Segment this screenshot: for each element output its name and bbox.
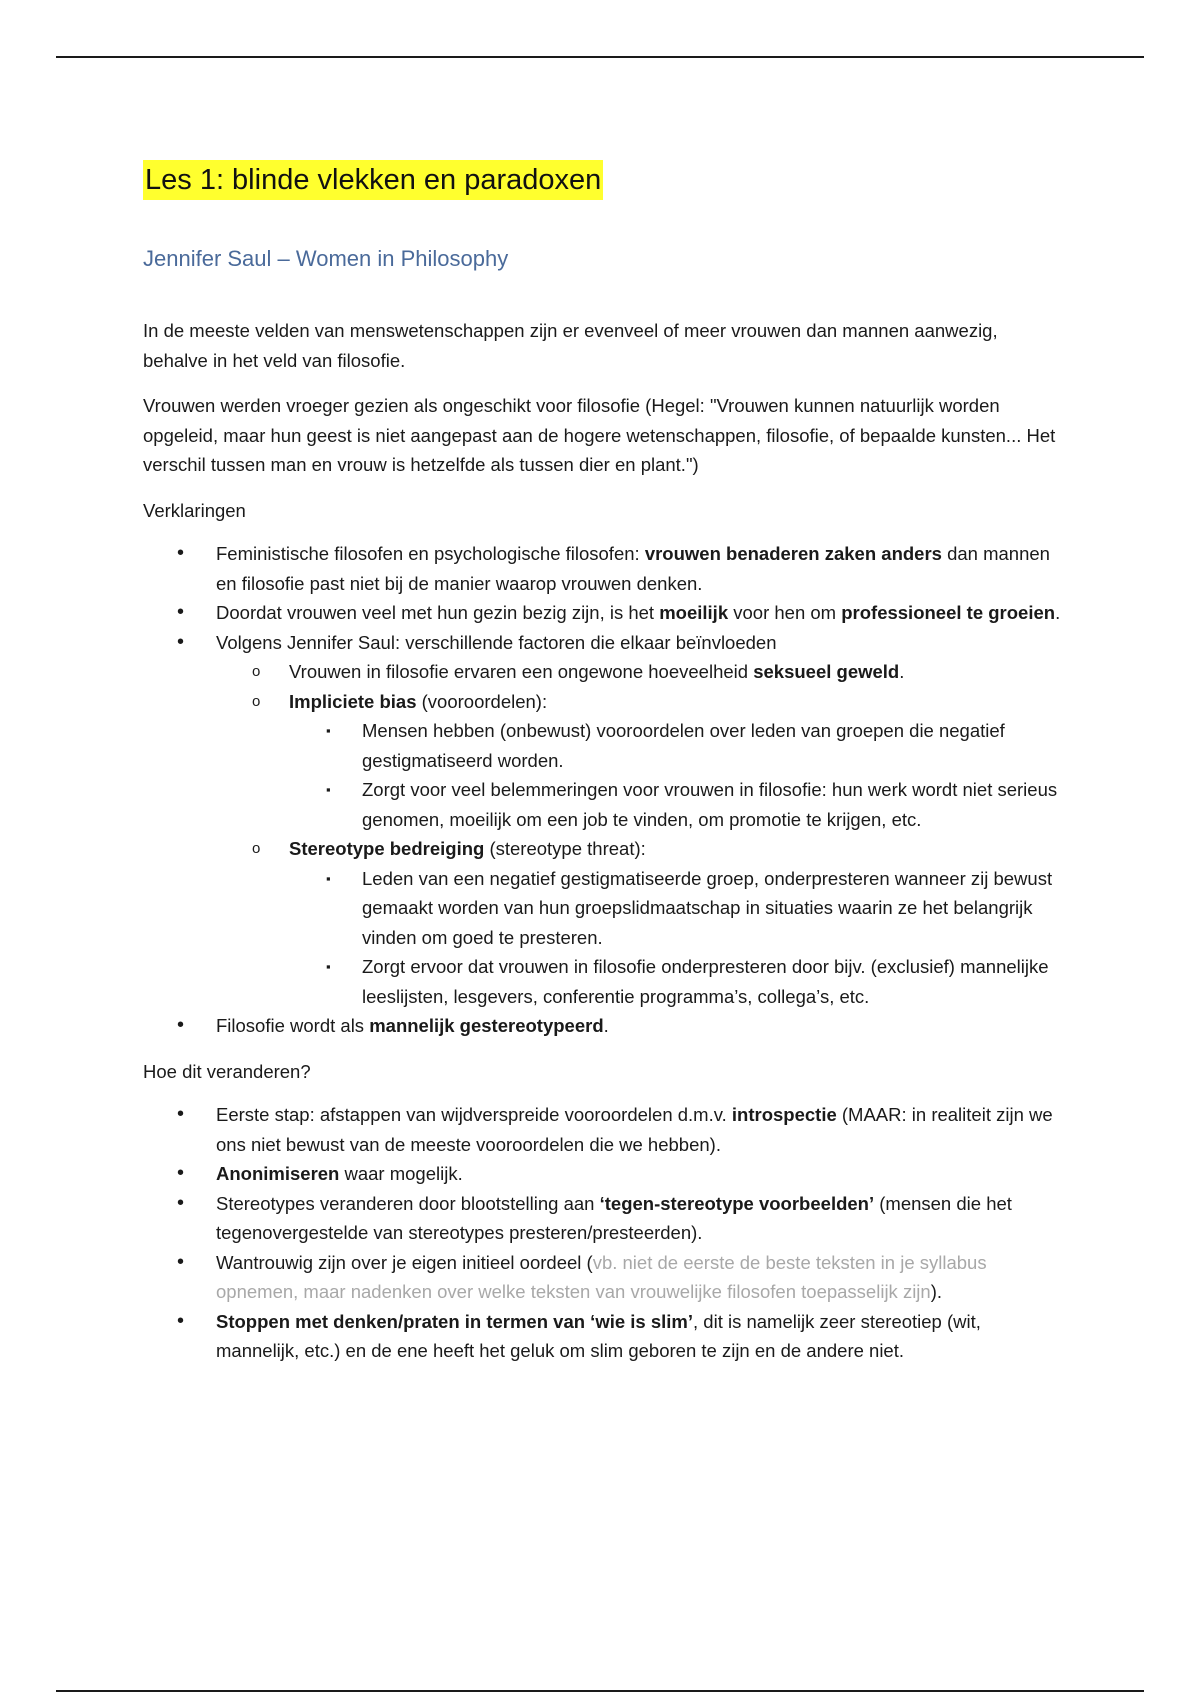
list-item: [143, 1100, 1063, 1159]
bold-text: Impliciete bias: [289, 690, 417, 712]
sub-sub-list-item: ▪ Leden van een negatief gestigmatiseerde groep, onderpresteren wanneer zij bewust gemaakt worden van hun groepslidmaatschap in situaties waarin ze het belangrijk vinden om goed te presteren.: [143, 864, 1063, 953]
sub-list: [216, 657, 1063, 1011]
text: (vooroordelen):: [416, 690, 548, 712]
bottom-rule: [56, 1690, 1144, 1692]
sub-sub-list: [289, 864, 1063, 1012]
text: Eerste stap: afstappen van wijdverspreide vooroordelen d.m.v.: [216, 1104, 732, 1125]
sub-list-item: [143, 834, 1063, 1011]
sub-sub-list-item: ▪ Zorgt voor veel belemmeringen voor vrouwen in filosofie: hun werk wordt niet serieus genomen, moeilijk om een job te vinden, om promotie te krijgen, etc.: [143, 775, 1063, 834]
intro-paragraph-1: In de meeste velden van menswetenschappen zijn er evenveel of meer vrouwen dan mannen aanwezig, behalve in het veld van filosofie.: [143, 320, 998, 371]
text: .: [1055, 602, 1061, 623]
text: Doordat vrouwen veel met hun gezin bezig zijn, is het: [216, 602, 660, 623]
text: (MAAR: in realiteit zijn we ons niet bewust van de meeste vooroordelen die we hebben).: [216, 1104, 1053, 1155]
veranderen-heading: Hoe dit veranderen?: [143, 1060, 311, 1082]
bold-text: seksueel geweld: [753, 661, 900, 682]
sub-sub-list-item: ▪ Zorgt ervoor dat vrouwen in filosofie onderpresteren door bijv. (exclusief) mannelijke leeslijsten, lesgevers, conferentie programma’s, collega’s, etc.: [143, 952, 1063, 1011]
text: voor hen om: [728, 602, 842, 623]
bold-text: Anonimiseren: [216, 1163, 340, 1184]
list-item: [143, 539, 1063, 598]
bold-text: vrouwen benaderen zaken anders: [644, 543, 942, 564]
verklaringen-list: [143, 539, 1063, 1041]
bold-text: Stoppen met denken/praten in termen van ‘wie is slim’: [216, 1310, 694, 1332]
text: , dit is namelijk zeer stereotiep (wit, mannelijk, etc.) en de ene heeft het geluk om slim geboren te zijn en de andere niet.: [216, 1310, 981, 1361]
list-item: [143, 628, 1063, 1012]
text: .: [603, 1015, 609, 1036]
text: Feministische filosofen en psychologische filosofen:: [216, 543, 645, 564]
page-title: Les 1: blinde vlekken en paradoxen: [143, 160, 603, 200]
bold-text: ‘tegen-stereotype voorbeelden’: [599, 1192, 875, 1214]
text: Vrouwen in filosofie ervaren een ongewone hoeveelheid: [289, 661, 754, 682]
sub-list-item: [143, 657, 1063, 687]
top-rule: [56, 56, 1144, 58]
text: Stereotypes veranderen door blootstelling aan: [216, 1192, 600, 1214]
text: Wantrouwig zijn over je eigen initieel oordeel (: [216, 1251, 593, 1273]
intro-paragraph-2: Vrouwen werden vroeger gezien als ongeschikt voor filosofie (Hegel: "Vrouwen kunnen natuurlijk worden opgeleid, maar hun geest is niet aangepast aan de hogere wetenschappen, filosofie, of bepaalde kunsten... Het verschil tussen man en vrouw is hetzelfde als tussen dier en plant."): [143, 395, 1056, 475]
sub-sub-list: [289, 716, 1063, 834]
verklaringen-heading: Verklaringen: [143, 499, 246, 521]
text: waar mogelijk.: [339, 1163, 463, 1184]
text: ).: [930, 1281, 943, 1302]
bold-text: moeilijk: [659, 602, 729, 623]
text: Volgens Jennifer Saul: verschillende factoren die elkaar beïnvloeden: [216, 631, 777, 653]
veranderen-list: [143, 1100, 1063, 1366]
bold-text: introspectie: [731, 1104, 837, 1125]
list-item: [143, 598, 1063, 628]
text: (stereotype threat):: [484, 838, 646, 859]
sub-sub-list-item: ▪ Mensen hebben (onbewust) vooroordelen over leden van groepen die negatief gestigmatiseerd worden.: [143, 716, 1063, 775]
document-page: [143, 160, 1063, 1366]
list-item: [143, 1248, 1063, 1307]
bold-text: professioneel te groeien: [841, 602, 1056, 623]
text: dan mannen en filosofie past niet bij de manier waarop vrouwen denken.: [216, 543, 1050, 594]
list-item: [143, 1159, 1063, 1189]
text: .: [899, 661, 905, 682]
text: (mensen die het tegenovergestelde van stereotypes presteren/presteerden).: [216, 1192, 1012, 1243]
bold-text: mannelijk gestereotypeerd: [369, 1015, 604, 1036]
list-item: [143, 1189, 1063, 1248]
list-item: [143, 1011, 1063, 1041]
sub-list-item: [143, 687, 1063, 835]
text: Filosofie wordt als: [216, 1015, 370, 1036]
bold-text: Stereotype bedreiging: [289, 838, 485, 859]
section-subtitle: Jennifer Saul – Women in Philosophy: [143, 246, 509, 271]
muted-text: vb. niet de eerste de beste teksten in je syllabus opnemen, maar nadenken over welke teksten van vrouwelijke filosofen toepasselijk zijn: [216, 1251, 987, 1302]
list-item: [143, 1307, 1063, 1366]
